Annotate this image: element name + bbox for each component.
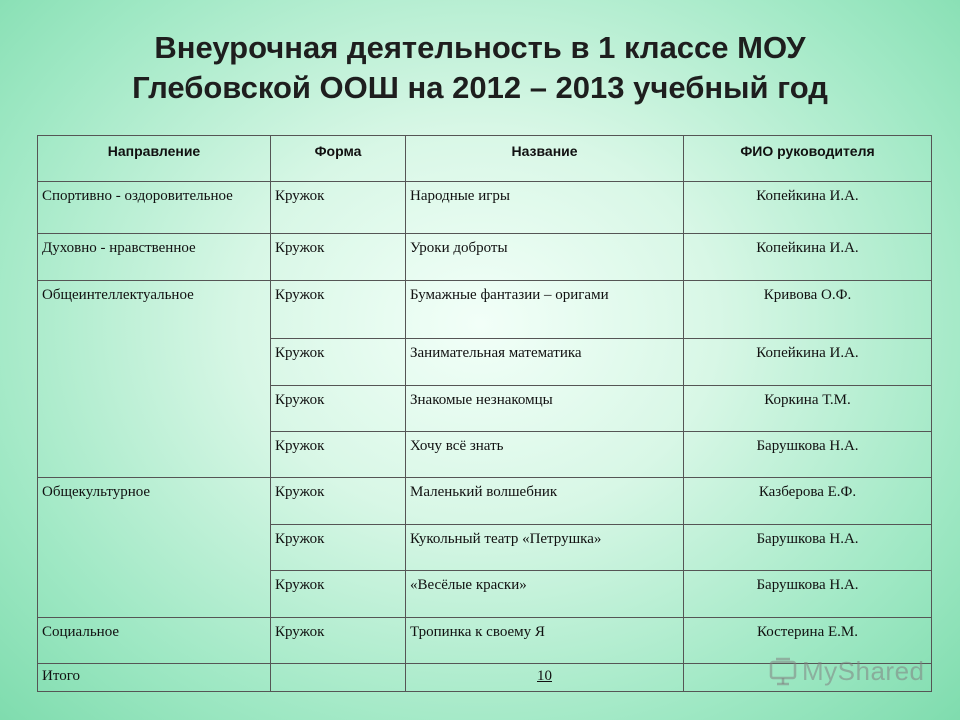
presentation-icon — [768, 657, 798, 687]
cell-form: Кружок — [271, 182, 406, 234]
cell-name: Тропинка к своему Я — [406, 618, 684, 664]
cell-direction: Духовно - нравственное — [38, 234, 271, 281]
cell-name: Уроки доброты — [406, 234, 684, 281]
cell-leader: Казберова Е.Ф. — [684, 478, 932, 525]
table-row — [38, 281, 932, 339]
watermark — [768, 656, 925, 687]
total-value[interactable]: 10 — [537, 668, 552, 684]
cell-direction: Общекультурное — [38, 478, 271, 618]
cell-leader: Костерина Е.М. — [684, 618, 932, 664]
cell-form: Кружок — [271, 618, 406, 664]
header-direction: Направление — [38, 136, 271, 182]
cell-leader: Барушкова Н.А. — [684, 432, 932, 478]
cell-name: Маленький волшебник — [406, 478, 684, 525]
table-row — [38, 478, 932, 525]
watermark-text: MyShared — [802, 656, 925, 686]
page-title — [0, 28, 960, 108]
total-value-cell — [406, 664, 684, 692]
cell-leader: Барушкова Н.А. — [684, 571, 932, 618]
cell-direction: Социальное — [38, 618, 271, 664]
cell-name: Занимательная математика — [406, 339, 684, 386]
cell-leader: Кривова О.Ф. — [684, 281, 932, 339]
cell-name: Знакомые незнакомцы — [406, 386, 684, 432]
total-label: Итого — [38, 664, 271, 692]
header-form: Форма — [271, 136, 406, 182]
cell-form: Кружок — [271, 386, 406, 432]
table-row — [38, 182, 932, 234]
table-header-row — [38, 136, 932, 182]
title-line-1: Внеурочная деятельность в 1 классе МОУ — [154, 30, 806, 65]
cell-name: Хочу всё знать — [406, 432, 684, 478]
cell-form: Кружок — [271, 339, 406, 386]
total-empty-cell — [271, 664, 406, 692]
title-line-2: Глебовской ООШ на 2012 – 2013 учебный год — [132, 70, 828, 105]
cell-leader: Копейкина И.А. — [684, 339, 932, 386]
cell-name: Кукольный театр «Петрушка» — [406, 525, 684, 571]
cell-name: «Весёлые краски» — [406, 571, 684, 618]
table-row — [38, 234, 932, 281]
cell-leader: Копейкина И.А. — [684, 234, 932, 281]
cell-leader: Барушкова Н.А. — [684, 525, 932, 571]
cell-form: Кружок — [271, 432, 406, 478]
cell-direction: Спортивно - оздоровительное — [38, 182, 271, 234]
header-leader: ФИО руководителя — [684, 136, 932, 182]
activities-table — [37, 135, 932, 692]
cell-direction: Общеинтеллектуальное — [38, 281, 271, 478]
cell-form: Кружок — [271, 478, 406, 525]
cell-form: Кружок — [271, 234, 406, 281]
cell-name: Народные игры — [406, 182, 684, 234]
cell-leader: Коркина Т.М. — [684, 386, 932, 432]
cell-form: Кружок — [271, 525, 406, 571]
header-name: Название — [406, 136, 684, 182]
cell-form: Кружок — [271, 571, 406, 618]
cell-name: Бумажные фантазии – оригами — [406, 281, 684, 339]
cell-form: Кружок — [271, 281, 406, 339]
cell-leader: Копейкина И.А. — [684, 182, 932, 234]
